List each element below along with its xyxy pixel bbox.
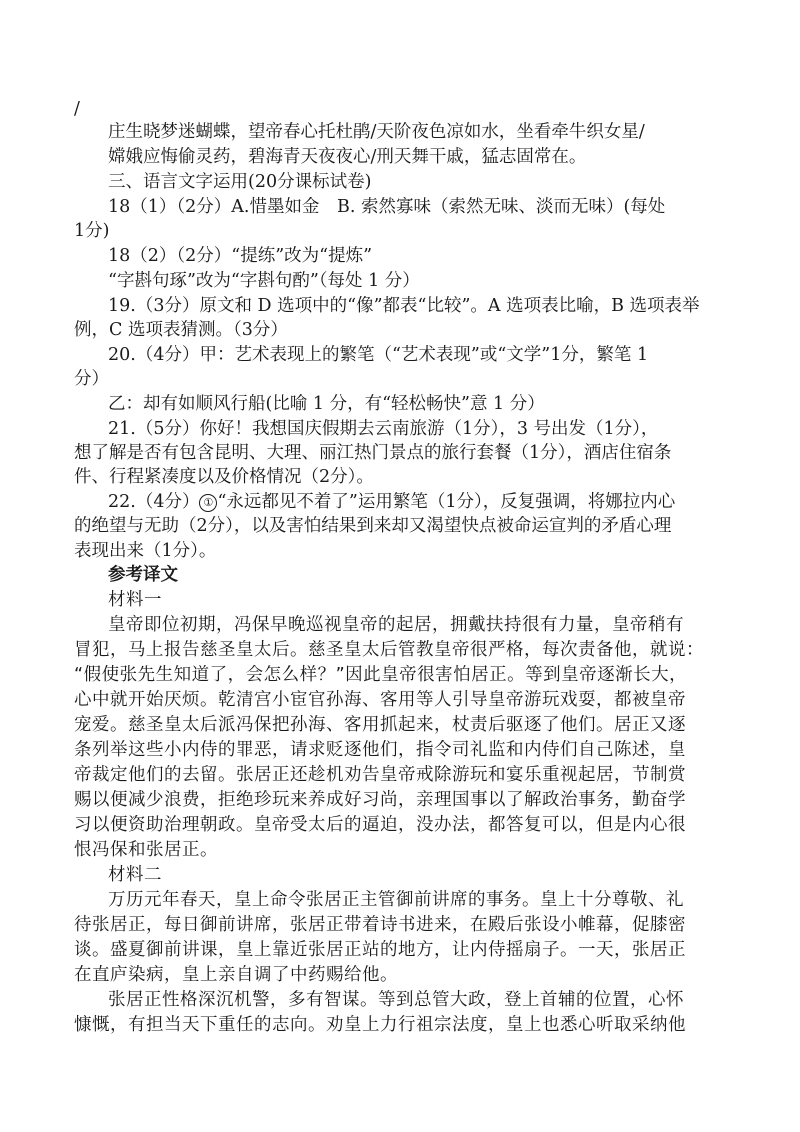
text-line: 宠爱。慈圣皇太后派冯保把孙海、客用抓起来，杖责后驱逐了他们。居正又逐 <box>74 715 686 735</box>
circled-number-one: ① <box>199 494 217 512</box>
text-line: 想了解是否有包含昆明、大理、丽江热门景点的旅行套餐（1分），酒店住宿条 <box>74 443 672 463</box>
text-line: “字斟句琢”改为“字斟句酌”（每处 1 分） <box>108 271 420 291</box>
text-line: 恨冯保和张居正。 <box>74 840 218 860</box>
text-line: 20.（4分）甲：艺术表现上的繁笔（“艺术表现”或“文学”1分，繁笔 1 <box>108 345 649 365</box>
text-line: 21.（5分）你好！我想国庆假期去云南旅游（1分），3 号出发（1分）， <box>108 419 659 439</box>
text-line: 1分) <box>74 221 110 241</box>
text-line: / <box>74 99 80 119</box>
text-line: 冒犯，马上报告慈圣皇太后。慈圣皇太后管教皇帝很严格，每次责备他，就说： <box>74 640 704 660</box>
text-line: 18（2）（2分）“提练”改为“提炼” <box>108 246 373 266</box>
text-line: 件、行程紧凑度以及价格情况（2分）。 <box>74 467 374 487</box>
text-line: 赐以便减少浪费，拒绝珍玩来养成好习尚，亲理国事以了解政治事务，勤奋学 <box>74 790 686 810</box>
subheading: 材料二 <box>108 865 162 885</box>
text-line: 分） <box>74 369 109 389</box>
section-heading: 参考译文 <box>108 565 178 585</box>
subheading: 材料一 <box>108 590 162 610</box>
text-line: 表现出来（1分）。 <box>74 541 217 561</box>
text-line: 条列举这些小内侍的罪恶，请求贬逐他们，指令司礼监和内侍们自己陈述，皇 <box>74 740 686 760</box>
text-line: 乙：却有如顺风行船(比喻 1 分，有“轻松畅快”意 1 分） <box>108 394 545 414</box>
text-line <box>108 490 675 514</box>
text-line: 皇帝即位初期，冯保早晚巡视皇帝的起居，拥戴扶持很有力量，皇帝稍有 <box>108 615 684 635</box>
text-line: 心中就开始厌烦。乾清宫小宦官孙海、客用等人引导皇帝游玩戏耍，都被皇帝 <box>74 690 686 710</box>
text-line: 待张居正，每日御前讲席，张居正带着诗书进来，在殿后张设小帷幕，促膝密 <box>74 915 686 935</box>
text-line: 18（1）（2分）A.惜墨如金 B. 索然寡味（索然无味、淡而无味）(每处 <box>108 197 666 217</box>
text-line: 谈。盛夏御前讲课，皇上靠近张居正站的地方，让内侍摇扇子。一天，张居正 <box>74 940 686 960</box>
text-line: 庄生晓梦迷蝴蝶，望帝春心托杜鹃/天阶夜色凉如水，坐看牵牛织女星/ <box>108 122 645 142</box>
text-line: 嫦娥应悔偷灵药，碧海青天夜夜心/刑天舞干戚，猛志固常在。 <box>108 147 587 167</box>
text-line: 例，C 选项表猜测。（3分） <box>74 320 288 340</box>
text-line: 万历元年春天，皇上命令张居正主管御前讲席的事务。皇上十分尊敬、礼 <box>108 890 684 910</box>
text-line: 习以便资助治理朝政。皇帝受太后的逼迫，没办法，都答复可以，但是内心很 <box>74 815 686 835</box>
text-line: 在直庐染病，皇上亲自调了中药赐给他。 <box>74 965 398 985</box>
text-line: 张居正性格深沉机警，多有智谋。等到总管大政，登上首辅的位置，心怀 <box>108 990 684 1010</box>
text-line: “假使张先生知道了，会怎么样？”因此皇帝很害怕居正。等到皇帝逐渐长大， <box>74 665 688 685</box>
text-line: 19.（3分）原文和 D 选项中的“像”都表“比较”。A 选项表比喻，B 选项表举 <box>108 296 700 316</box>
text-line: 帝裁定他们的去留。张居正还趁机劝告皇帝戒除游玩和宴乐重视起居，节制赏 <box>74 765 686 785</box>
answer-text: “永远都见不着了”运用繁笔（1分），反复强调，将娜拉内心 <box>217 492 676 512</box>
question-number: 22.（4分） <box>108 492 200 512</box>
section-heading: 三、语言文字运用(20分课标试卷) <box>108 172 372 192</box>
text-line: 的绝望与无助（2分），以及害怕结果到来却又渴望快点被命运宣判的矛盾心理 <box>74 516 672 536</box>
text-line: 慷慨，有担当天下重任的志向。劝皇上力行祖宗法度，皇上也悉心听取采纳他 <box>74 1015 686 1035</box>
